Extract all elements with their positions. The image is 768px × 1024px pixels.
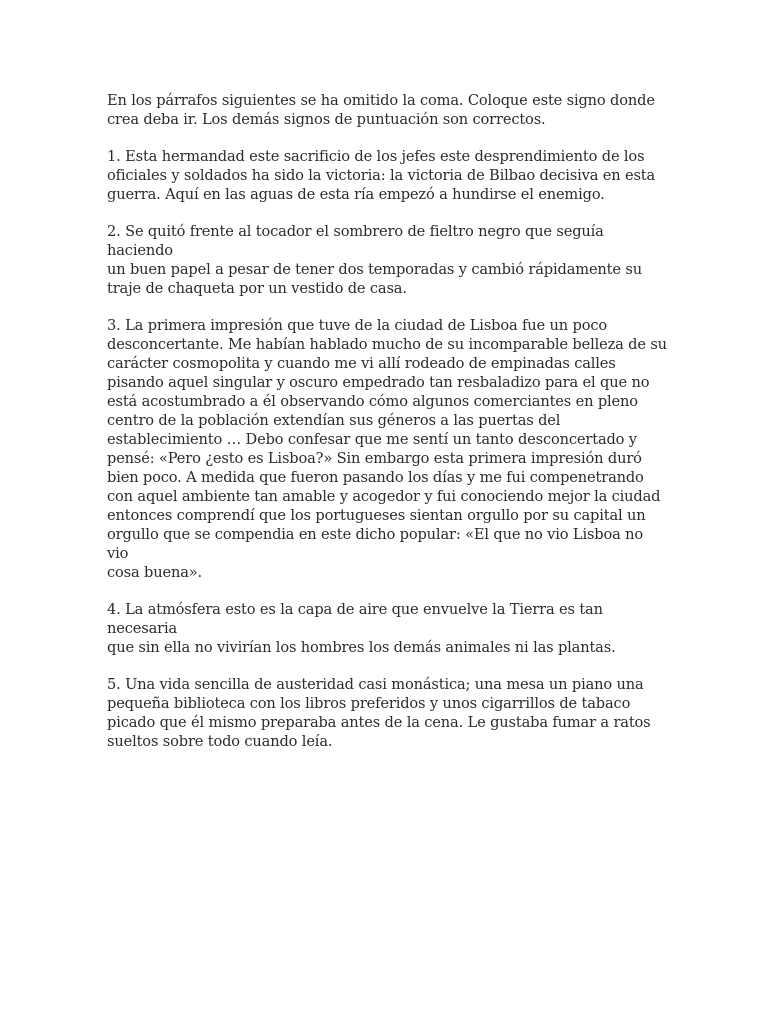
exercise-5-paragraph: 5. Una vida sencilla de austeridad casi monástica; una mesa un piano una pequeña biblioteca con los libros preferidos y unos cigarrillos de tabaco picado que él mismo preparaba antes de la cena. Le gustaba fumar a ratos sueltos sobre todo cuando leía. <box>107 676 651 750</box>
exercise-1-paragraph: 1. Esta hermandad este sacrificio de los jefes este desprendimiento de los oficiales y soldados ha sido la victoria: la victoria de Bilbao decisiva en esta guerra. Aquí en las aguas de esta ría empezó a hundirse el enemigo. <box>107 148 656 203</box>
instructions-paragraph: En los párrafos siguientes se ha omitido la coma. Coloque este signo donde crea deba ir. Los demás signos de puntuación son correctos. <box>107 92 655 128</box>
document-page <box>107 91 667 769</box>
exercise-4-paragraph: 4. La atmósfera esto es la capa de aire que envuelve la Tierra es tan necesaria que sin ella no vivirían los hombres los demás animales ni las plantas. <box>107 601 616 656</box>
exercise-2-paragraph: 2. Se quitó frente al tocador el sombrero de fieltro negro que seguía haciendo un buen papel a pesar de tener dos temporadas y cambió rápidamente su traje de chaqueta por un vestido de casa. <box>107 223 642 297</box>
exercise-3-paragraph: 3. La primera impresión que tuve de la ciudad de Lisboa fue un poco desconcertante. Me habían hablado mucho de su incomparable belleza de su carácter cosmopolita y cuando me vi allí rodeado de empinadas calles pisando aquel singular y oscuro empedrado tan resbaladizo para el que no está acostumbrado a él observando cómo algunos comerciantes en pleno centro de la población extendían sus géneros a las puertas del establecimiento … Debo confesar que me sentí un tanto desconcertado y pensé: «Pero ¿esto es Lisboa?» Sin embargo esta primera impresión duró bien poco. A medida que fueron pasando los días y me fui compenetrando con aquel ambiente tan amable y acogedor y fui conociendo mejor la ciudad entonces comprendí que los portugueses sientan orgullo por su capital un orgullo que se compendia en este dicho popular: «El que no vio Lisboa no vio cosa buena». <box>107 317 667 581</box>
